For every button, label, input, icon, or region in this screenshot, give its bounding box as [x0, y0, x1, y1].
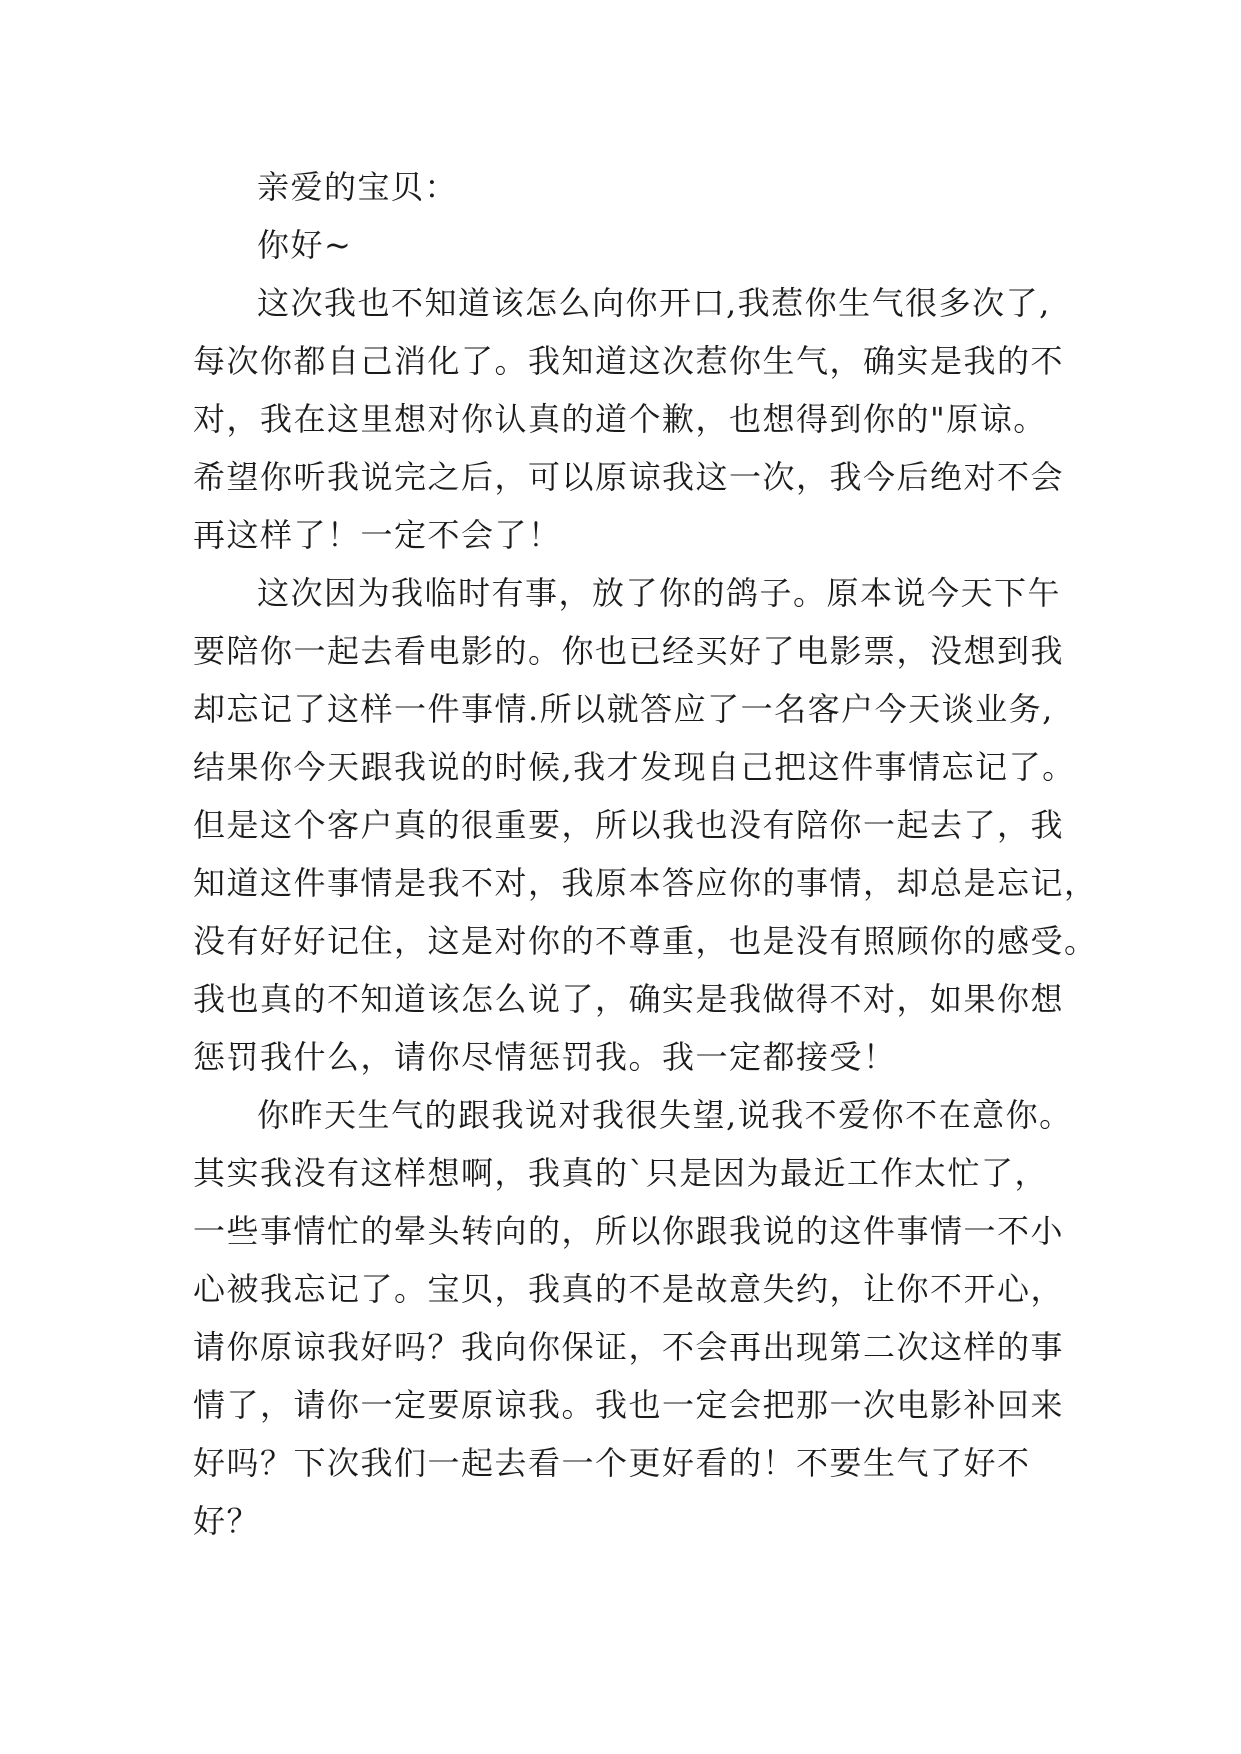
paragraph-2-line-3: 却忘记了这样一件事情.所以就答应了一名客户今天谈业务, — [193, 690, 1054, 728]
paragraph-2-line-2: 要陪你一起去看电影的。你也已经买好了电影票，没想到我 — [193, 632, 1065, 670]
paragraph-3-line-1: 你昨天生气的跟我说对我很失望,说我不爱你不在意你。 — [257, 1096, 1073, 1134]
paragraph-1-line-5: 再这样了！一定不会了！ — [193, 516, 562, 554]
paragraph-1-line-4: 希望你听我说完之后，可以原谅我这一次，我今后绝对不会 — [193, 458, 1065, 496]
paragraph-2-line-1: 这次因为我临时有事，放了你的鸽子。原本说今天下午 — [257, 574, 1062, 612]
paragraph-3-line-7: 好吗？下次我们一起去看一个更好看的！不要生气了好不 — [193, 1444, 1031, 1482]
paragraph-1-line-3: 对，我在这里想对你认真的道个歉，也想得到你的"原谅。 — [193, 400, 1047, 438]
letter-salutation: 亲爱的宝贝： — [257, 168, 459, 206]
paragraph-2-line-8: 我也真的不知道该怎么说了，确实是我做得不对，如果你想 — [193, 980, 1065, 1018]
paragraph-3-line-8: 好？ — [193, 1502, 261, 1540]
paragraph-1-line-1: 这次我也不知道该怎么向你开口,我惹你生气很多次了, — [257, 284, 1051, 322]
paragraph-2-line-9: 惩罚我什么，请你尽情惩罚我。我一定都接受！ — [193, 1038, 897, 1076]
paragraph-3-line-5: 请你原谅我好吗？我向你保证，不会再出现第二次这样的事 — [193, 1328, 1065, 1366]
paragraph-3-line-3: 一些事情忙的晕头转向的，所以你跟我说的这件事情一不小 — [193, 1212, 1065, 1250]
paragraph-3-line-6: 情了，请你一定要原谅我。我也一定会把那一次电影补回来 — [193, 1386, 1065, 1424]
letter-greeting: 你好~ — [257, 226, 353, 264]
paragraph-2-line-7: 没有好好记住，这是对你的不尊重，也是没有照顾你的感受。 — [193, 922, 1098, 960]
paragraph-2-line-6: 知道这件事情是我不对，我原本答应你的事情，却总是忘记， — [193, 864, 1098, 902]
paragraph-2-line-5: 但是这个客户真的很重要，所以我也没有陪你一起去了，我 — [193, 806, 1065, 844]
paragraph-3-line-2: 其实我没有这样想啊，我真的`只是因为最近工作太忙了， — [193, 1154, 1049, 1192]
paragraph-3-line-4: 心被我忘记了。宝贝，我真的不是故意失约，让你不开心， — [193, 1270, 1065, 1308]
paragraph-2-line-4: 结果你今天跟我说的时候,我才发现自己把这件事情忘记了。 — [193, 748, 1076, 786]
paragraph-1-line-2: 每次你都自己消化了。我知道这次惹你生气，确实是我的不 — [193, 342, 1065, 380]
